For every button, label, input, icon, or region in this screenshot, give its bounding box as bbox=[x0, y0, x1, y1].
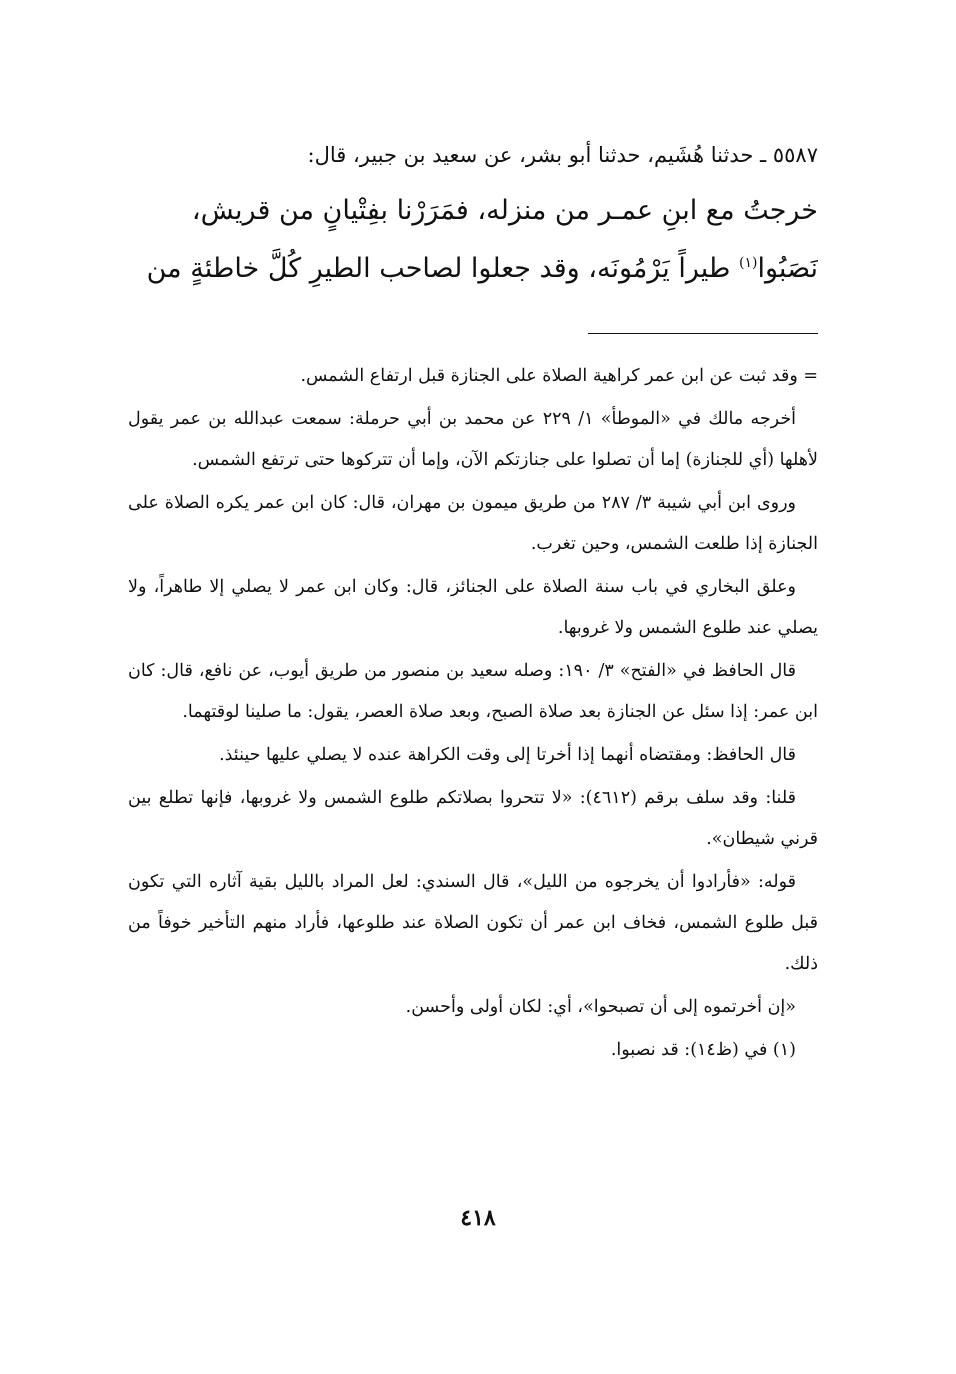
footnote-paragraph: قال الحافظ في «الفتح» ٣/ ١٩٠: وصله سعيد بن منصور من طريق أيوب، عن نافع، قال: كان ابن عمر: إذا سئل عن الجنازة بعد صلاة الصبح، وبعد صلاة العصر، يقول: ما صلينا لوقتهما. bbox=[128, 661, 818, 722]
hadith-line-2 bbox=[138, 240, 818, 298]
hadith-line-2-start: نَصَبُوا bbox=[757, 253, 818, 284]
footnote-paragraph: = وقد ثبت عن ابن عمر كراهية الصلاة على الجنازة قبل ارتفاع الشمس. bbox=[300, 366, 818, 386]
hadith-line-2-end: طيراً يَرْمُونَه، وقد جعلوا لصاحب الطيرِ كُلَّ خاطئةٍ من bbox=[146, 253, 739, 284]
footnote-paragraph: وروى ابن أبي شيبة ٣/ ٢٨٧ من طريق ميمون بن مهران، قال: كان ابن عمر يكره الصلاة على الجنازة إذا طلعت الشمس، وحين تغرب. bbox=[128, 493, 818, 554]
hadith-header: ٥٥٨٧ ـ حدثنا هُشَيم، حدثنا أبو بشر، عن سعيد بن جبير، قال: bbox=[307, 143, 818, 167]
footnote-paragraph: (١) في (ظ١٤): قد نصبوا. bbox=[610, 1040, 796, 1060]
hadith-text bbox=[138, 128, 818, 298]
footnote-paragraph: أخرجه مالك في «الموطأ» ١/ ٢٢٩ عن محمد بن أبي حرملة: سمعت عبدالله بن عمر يقول لأهلها (أي للجنازة) إما أن تصلوا على جنازتكم الآن، وإما أن تتركوها حتى ترتفع الشمس. bbox=[128, 409, 818, 470]
footnote-separator-rule bbox=[588, 333, 818, 334]
footnote-paragraph: قوله: «فأرادوا أن يخرجوه من الليل»، قال السندي: لعل المراد بالليل بقية آثاره التي تكون قبل طلوع الشمس، فخاف ابن عمر أن تكون الصلاة عند طلوعها، فأراد منهم التأخير خوفاً من ذلك. bbox=[128, 872, 818, 974]
hadith-body bbox=[138, 182, 818, 298]
footnote-paragraph: قال الحافظ: ومقتضاه أنهما إذا أخرتا إلى وقت الكراهة عنده لا يصلي عليها حينئذ. bbox=[219, 745, 796, 765]
page-number: ٤١٨ bbox=[460, 1205, 496, 1231]
hadith-line-1: خرجتُ مع ابنِ عمـر من منزله، فمَرَرْنا بفِتْيانٍ من قريش، bbox=[191, 195, 818, 226]
footnote-paragraph: وعلق البخاري في باب سنة الصلاة على الجنائز، قال: وكان ابن عمر لا يصلي إلا طاهراً، ولا يصلي عند طلوع الشمس ولا غروبها. bbox=[128, 577, 818, 638]
footnotes bbox=[128, 356, 818, 1073]
footnote-paragraph: «إن أخرتموه إلى أن تصبحوا»، أي: لكان أولى وأحسن. bbox=[405, 997, 796, 1017]
footnote-paragraph: قلنا: وقد سلف برقم (٤٦١٢): «لا تتحروا بصلاتكم طلوع الشمس ولا غروبها، فإنها تطلع بين قرني شيطان». bbox=[128, 788, 818, 849]
footnote-marker: (١) bbox=[739, 255, 758, 271]
